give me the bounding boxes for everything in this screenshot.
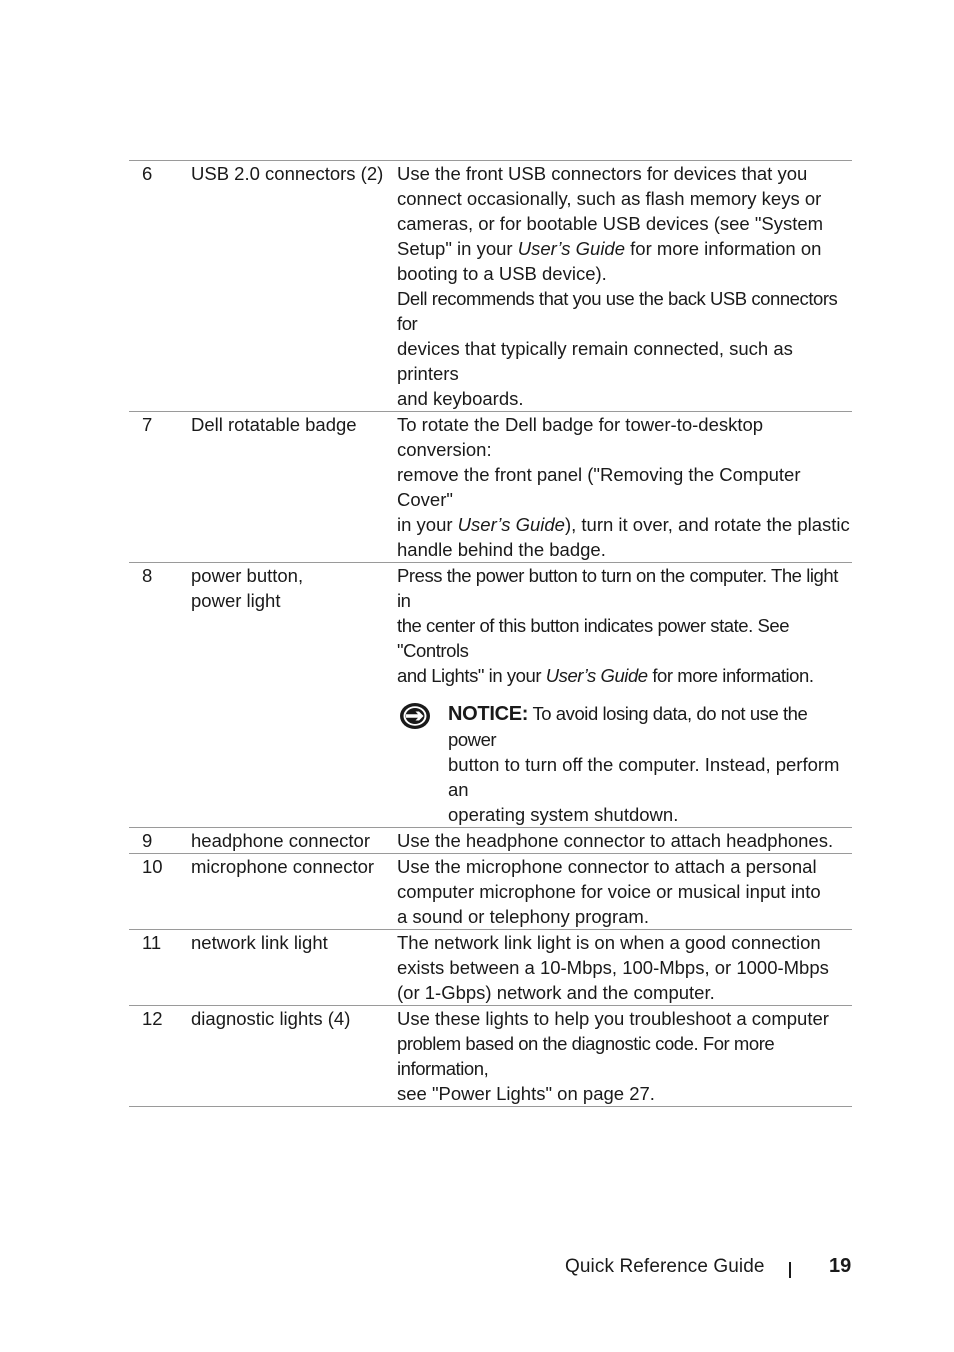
notice-line: button to turn off the computer. Instead, perform an xyxy=(448,754,840,800)
desc-line: the center of this button indicates power state. See "Controls xyxy=(397,615,790,661)
desc-line: Use the front USB connectors for devices that you xyxy=(397,163,808,184)
guide-title: User’s Guide xyxy=(457,514,565,535)
table-row xyxy=(129,412,852,563)
desc-line: problem based on the diagnostic code. For more information, xyxy=(397,1033,775,1079)
name-line: power button, xyxy=(191,565,304,586)
item-number: 8 xyxy=(142,565,153,586)
desc-line: The network link light is on when a good connection xyxy=(397,932,821,953)
item-number: 12 xyxy=(142,1008,163,1029)
desc-line: Dell recommends that you use the back USB connectors for xyxy=(397,288,838,334)
notice-line xyxy=(448,701,852,752)
desc-line: devices that typically remain connected, such as printers xyxy=(397,338,793,384)
desc-line: handle behind the badge. xyxy=(397,539,606,560)
table-row xyxy=(129,828,852,854)
item-name: USB 2.0 connectors (2) xyxy=(191,163,384,184)
desc-line: booting to a USB device). xyxy=(397,263,607,284)
desc-line: To rotate the Dell badge for tower-to-desktop conversion: xyxy=(397,414,764,460)
item-name: diagnostic lights (4) xyxy=(191,1008,351,1029)
page-number: 19 xyxy=(829,1255,852,1277)
item-number: 6 xyxy=(142,163,153,184)
name-line: power light xyxy=(191,590,281,611)
desc-line: remove the front panel ("Removing the Computer Cover" xyxy=(397,464,801,510)
desc-line xyxy=(397,236,852,261)
footer-separator xyxy=(789,1262,791,1278)
item-name: network link light xyxy=(191,932,328,953)
notice-box xyxy=(397,701,852,827)
table-row xyxy=(129,854,852,930)
item-number: 11 xyxy=(142,932,162,953)
desc-line: connect occasionally, such as flash memory keys or xyxy=(397,188,822,209)
guide-title: User’s Guide xyxy=(545,665,648,686)
notice-line: operating system shutdown. xyxy=(448,804,679,825)
desc-text: for more information on xyxy=(625,238,822,259)
desc-line: Use the microphone connector to attach a personal xyxy=(397,856,817,877)
item-description xyxy=(397,1006,852,1107)
item-description xyxy=(397,930,852,1006)
table-row xyxy=(129,1006,852,1107)
desc-line: Use these lights to help you troubleshoot a computer xyxy=(397,1008,829,1029)
table-row xyxy=(129,563,852,828)
item-name: headphone connector xyxy=(191,830,370,851)
item-description xyxy=(397,563,852,828)
item-number: 7 xyxy=(142,414,153,435)
desc-line: exists between a 10-Mbps, 100-Mbps, or 1000-Mbps xyxy=(397,957,829,978)
item-name: Dell rotatable badge xyxy=(191,414,357,435)
desc-text: for more information. xyxy=(647,665,814,686)
desc-line: a sound or telephony program. xyxy=(397,906,649,927)
table-row xyxy=(129,161,852,412)
desc-line xyxy=(397,663,852,688)
item-name: microphone connector xyxy=(191,856,375,877)
table-row xyxy=(129,930,852,1006)
desc-line: and keyboards. xyxy=(397,388,524,409)
item-description xyxy=(397,828,852,854)
desc-line: computer microphone for voice or musical input into xyxy=(397,881,821,902)
guide-title: User’s Guide xyxy=(517,238,626,259)
desc-text: ), turn it over, and rotate the plastic xyxy=(564,514,850,535)
item-description xyxy=(397,161,852,412)
desc-text: Setup" in your xyxy=(397,238,518,259)
desc-text: in your xyxy=(397,514,458,535)
item-number: 9 xyxy=(142,830,153,851)
item-description xyxy=(397,854,852,930)
footer-title: Quick Reference Guide xyxy=(565,1256,765,1277)
notice-label: NOTICE: xyxy=(448,703,529,725)
desc-line xyxy=(397,512,852,537)
notice-icon xyxy=(399,702,431,730)
component-table xyxy=(129,160,852,1107)
item-description xyxy=(397,412,852,563)
desc-text: and Lights" in your xyxy=(397,665,546,686)
item-name xyxy=(191,563,397,828)
desc-line: cameras, or for bootable USB devices (see "System xyxy=(397,213,824,234)
item-number: 10 xyxy=(142,856,163,877)
desc-line: Press the power button to turn on the computer. The light in xyxy=(397,565,838,611)
desc-line: (or 1-Gbps) network and the computer. xyxy=(397,982,715,1003)
desc-line: Use the headphone connector to attach headphones. xyxy=(397,830,834,851)
notice-text: To avoid losing data, do not use the power xyxy=(448,703,808,750)
desc-line: see "Power Lights" on page 27. xyxy=(397,1083,655,1104)
